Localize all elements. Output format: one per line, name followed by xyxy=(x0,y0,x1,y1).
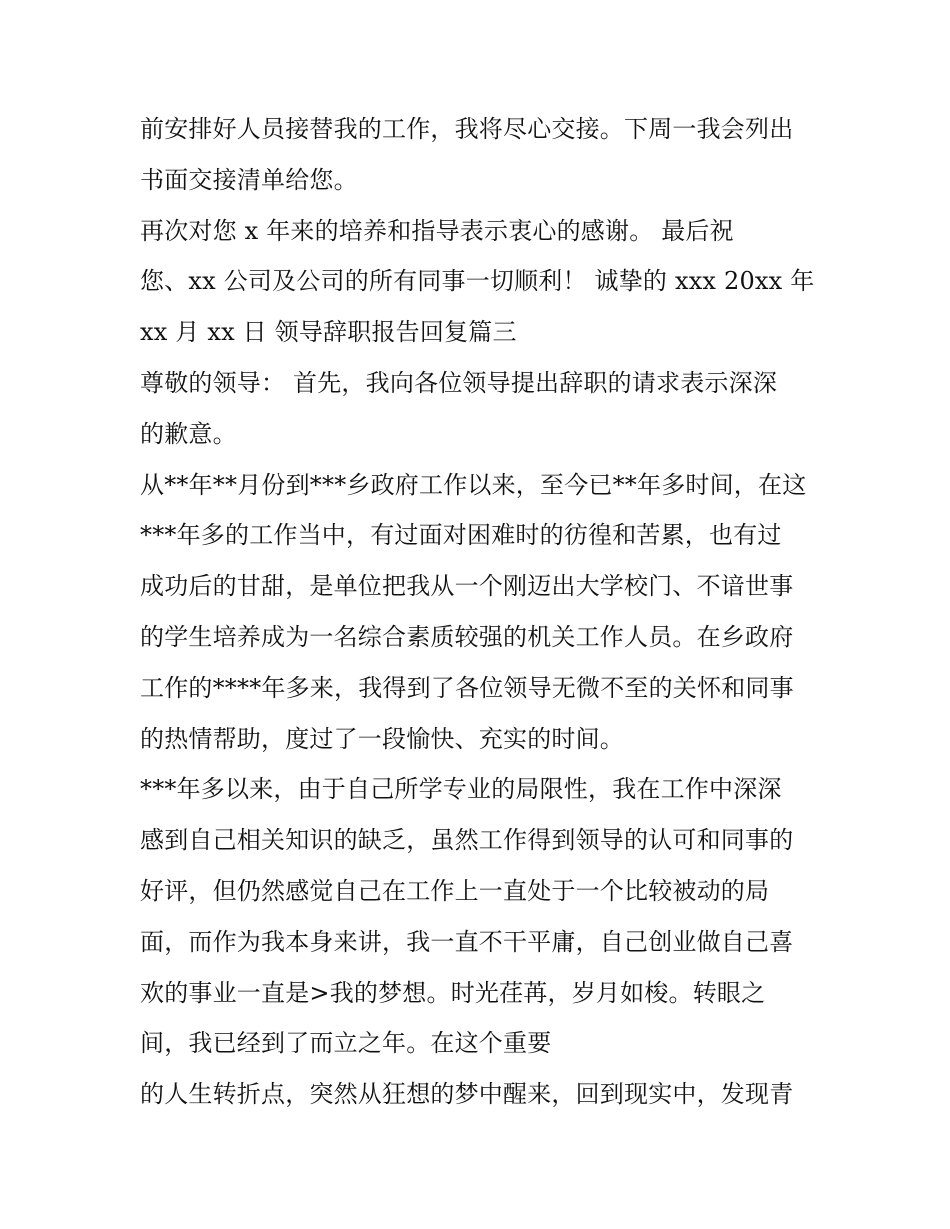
body-text xyxy=(140,104,840,1120)
text-line: 从**年**月份到***乡政府工作以来，至今已**年多时间，在这 xyxy=(140,470,807,499)
text-line: 好评，但仍然感觉自己在工作上一直处于一个比较被动的局 xyxy=(140,876,770,905)
text-line: 感到自己相关知识的缺乏，虽然工作得到领导的认可和同事的 xyxy=(140,826,794,855)
text-line: xx 月 xx 日 领导辞职报告回复篇三 xyxy=(140,318,517,347)
text-line: 您、xx 公司及公司的所有同事一切顺利！ 诚挚的 xxx 20xx 年 xyxy=(140,267,815,296)
text-line: 欢的事业一直是>我的梦想。时光荏苒，岁月如梭。转眼之 xyxy=(140,978,766,1007)
text-line: 的热情帮助，度过了一段愉快、充实的时间。 xyxy=(140,724,624,753)
text-line: 的人生转折点，突然从狂想的梦中醒来，回到现实中，发现青 xyxy=(140,1080,794,1109)
text-line: 间，我已经到了而立之年。在这个重要 xyxy=(140,1029,552,1058)
text-line: 面，而作为我本身来讲，我一直不干平庸，自己创业做自己喜 xyxy=(140,927,794,956)
text-line: 的歉意。 xyxy=(140,419,237,448)
text-line: 前安排好人员接替我的工作，我将尽心交接。下周一我会列出 xyxy=(140,115,794,143)
text-line: 尊敬的领导： 首先，我向各位领导提出辞职的请求表示深深 xyxy=(140,368,778,397)
text-line: ***年多以来，由于自己所学专业的局限性，我在工作中深深 xyxy=(140,775,782,804)
text-line: 成功后的甘甜，是单位把我从一个刚迈出大学校门、不谙世事 xyxy=(140,572,794,601)
text-line: 再次对您 x 年来的培养和指导表示衷心的感谢。 最后祝 xyxy=(140,216,734,245)
text-line: ***年多的工作当中，有过面对困难时的彷徨和苦累，也有过 xyxy=(140,521,782,550)
text-line: 的学生培养成为一名综合素质较强的机关工作人员。在乡政府 xyxy=(140,622,794,651)
text-line: 书面交接清单给您。 xyxy=(140,165,358,194)
text-line: 工作的****年多来，我得到了各位领导无微不至的关怀和同事 xyxy=(140,673,794,702)
